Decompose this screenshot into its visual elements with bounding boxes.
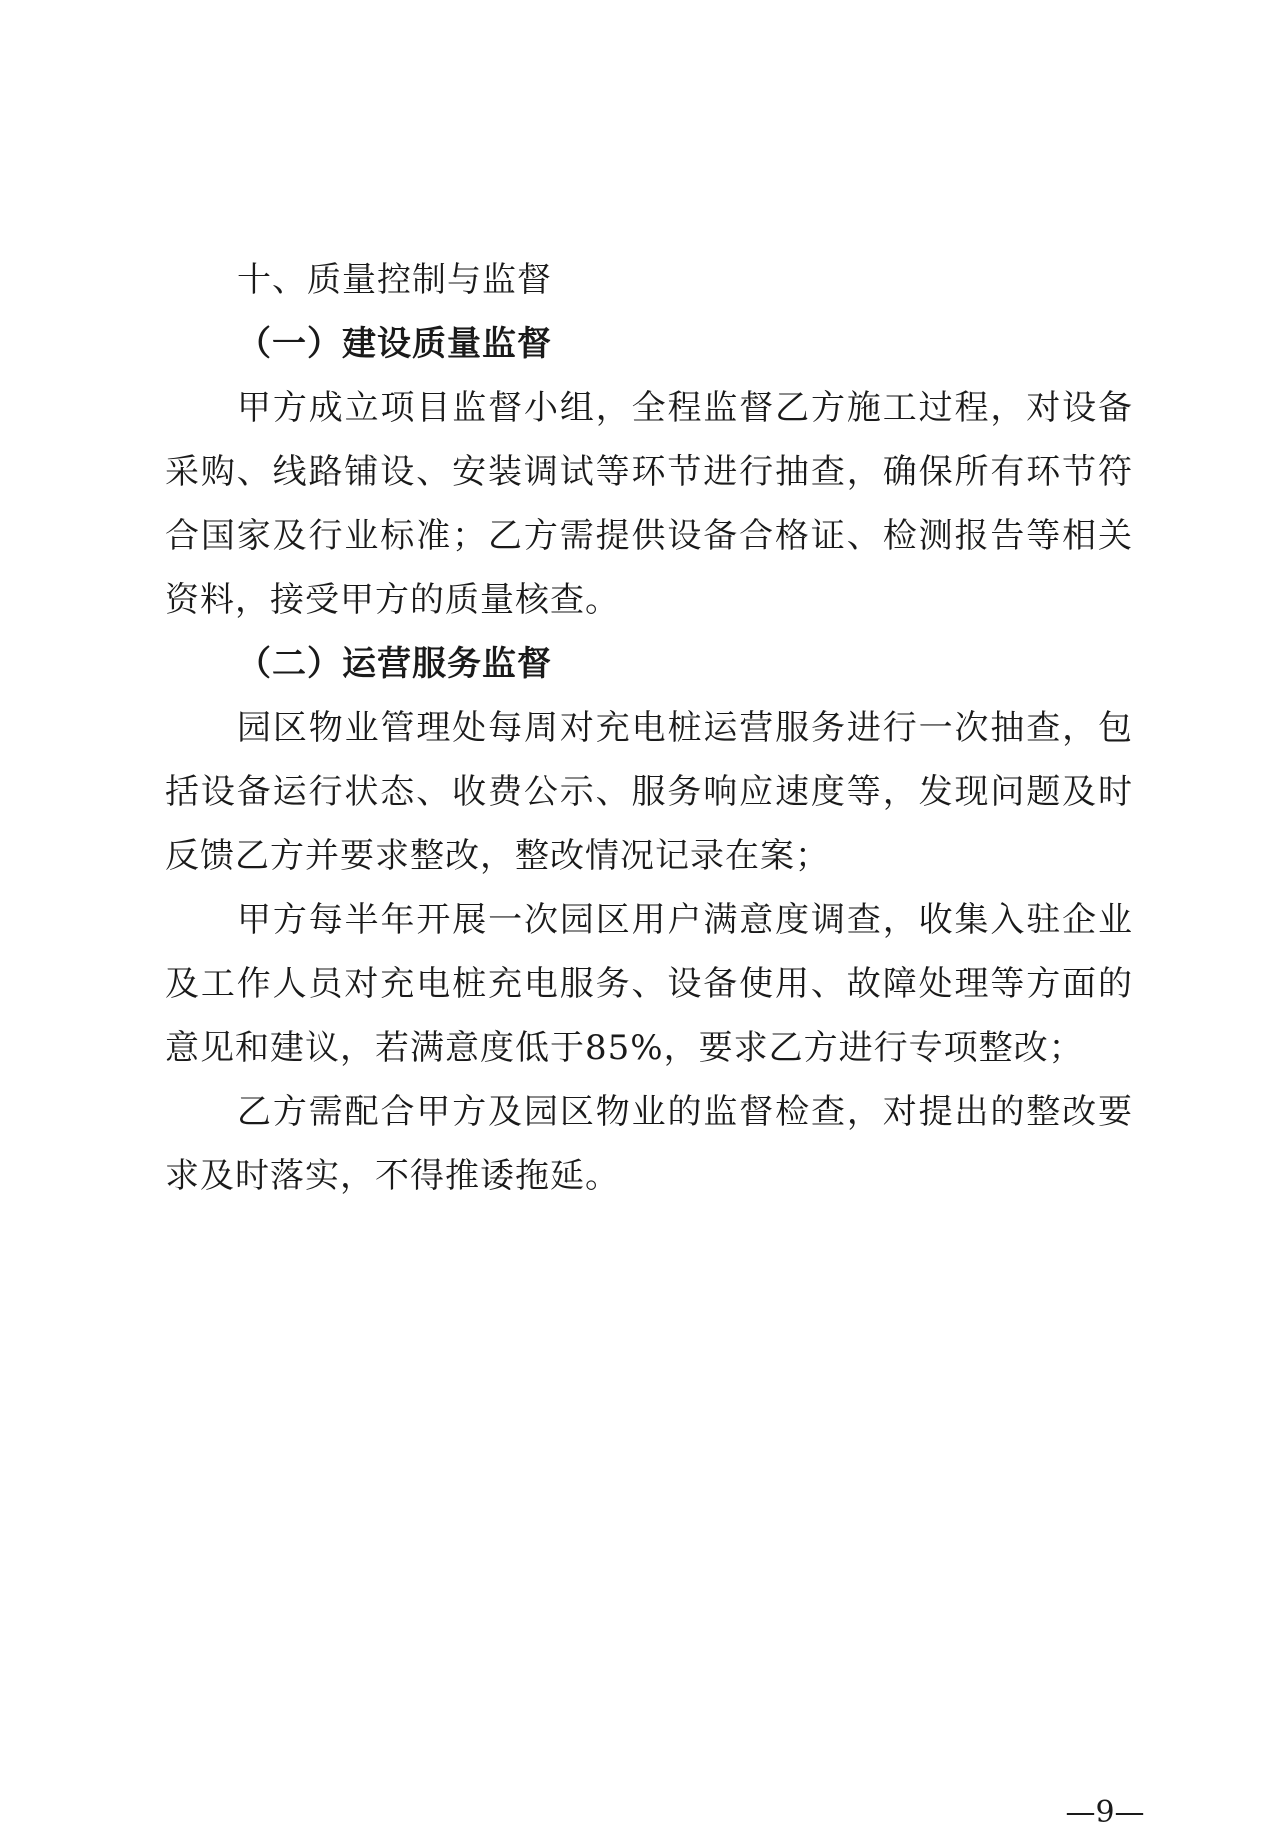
subsection-title-construction: （一）建设质量监督 bbox=[237, 324, 552, 364]
document-body bbox=[165, 248, 1133, 1208]
subsection-title-operation: （二）运营服务监督 bbox=[237, 644, 552, 684]
paragraph-property-inspection: 园区物业管理处每周对充电桩运营服务进行一次抽查，包括设备运行状态、收费公示、服务响应速度等，发现问题及时反馈乙方并要求整改，整改情况记录在案； bbox=[165, 708, 1133, 876]
paragraph-cooperation: 乙方需配合甲方及园区物业的监督检查，对提出的整改要求及时落实，不得推诿拖延。 bbox=[165, 1092, 1133, 1196]
paragraph-construction-supervision: 甲方成立项目监督小组，全程监督乙方施工过程，对设备采购、线路铺设、安装调试等环节进行抽查，确保所有环节符合国家及行业标准；乙方需提供设备合格证、检测报告等相关资料，接受甲方的质量核查。 bbox=[165, 388, 1133, 620]
section-title: 十、质量控制与监督 bbox=[237, 260, 552, 300]
page-number: —9— bbox=[1065, 1795, 1145, 1830]
paragraph-satisfaction-survey: 甲方每半年开展一次园区用户满意度调查，收集入驻企业及工作人员对充电桩充电服务、设备使用、故障处理等方面的意见和建议，若满意度低于85%，要求乙方进行专项整改； bbox=[165, 900, 1133, 1068]
